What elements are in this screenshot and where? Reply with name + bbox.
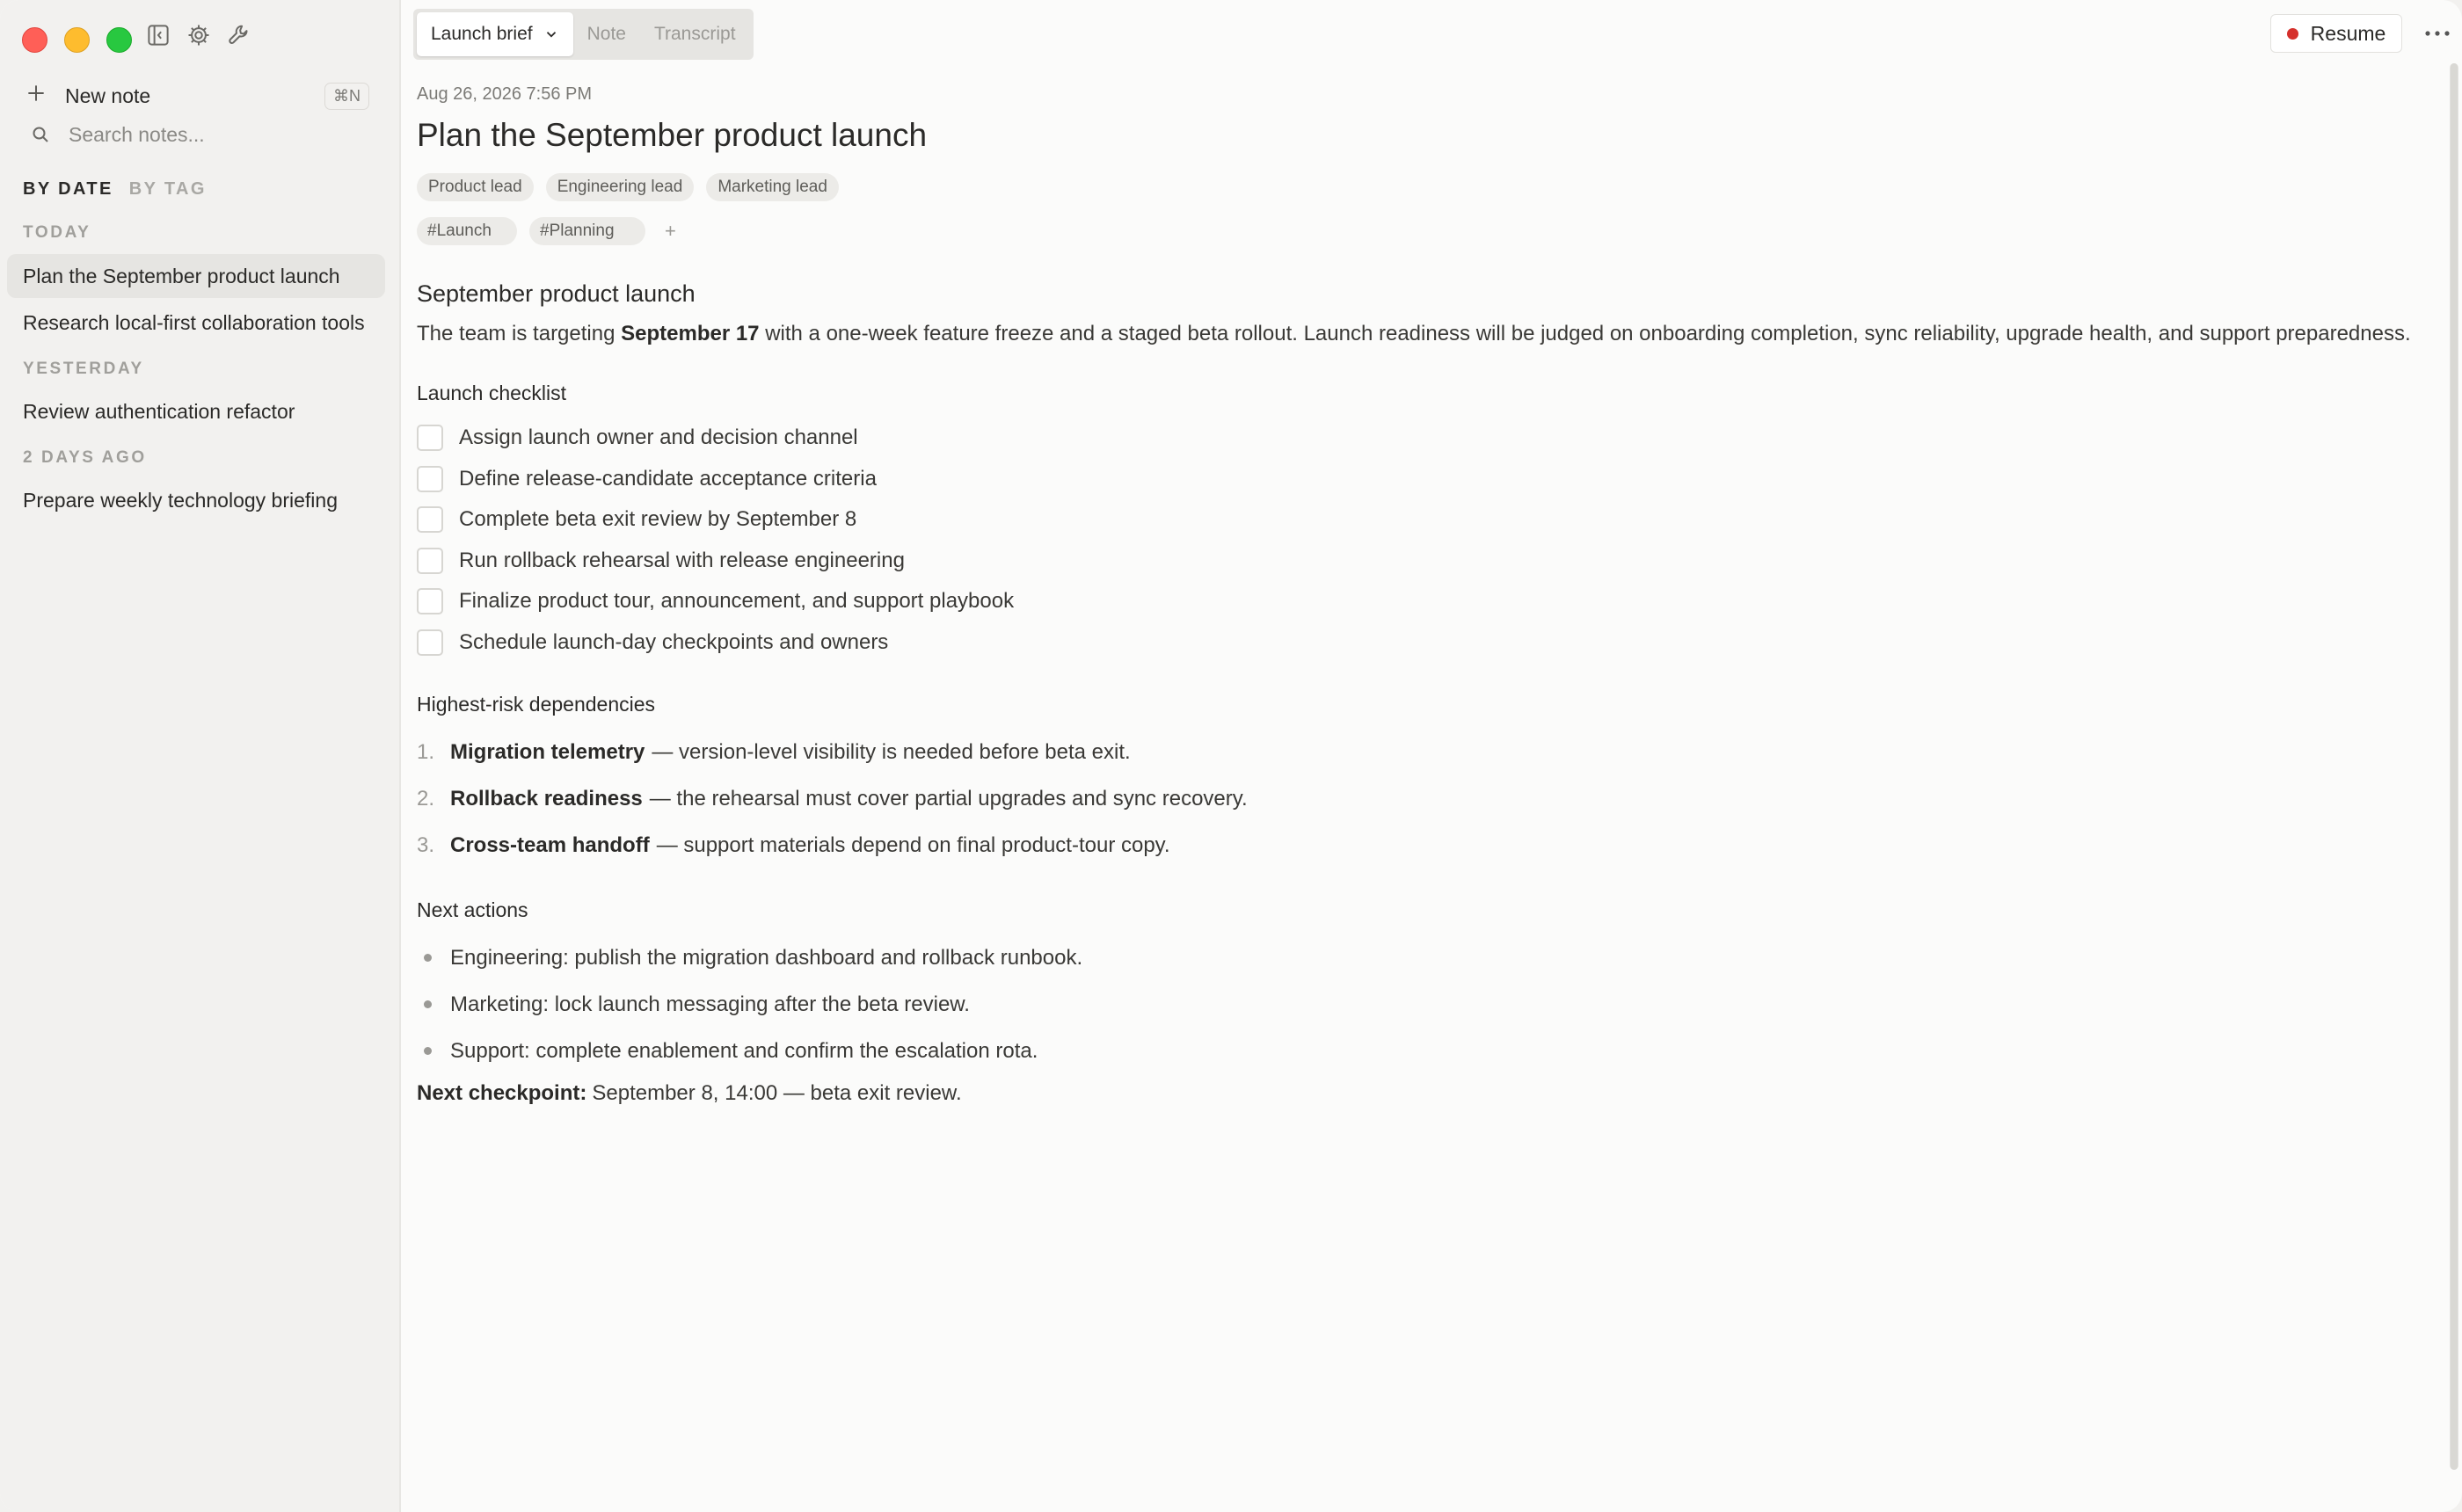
action-text: Engineering: publish the migration dashboard and rollback runbook. [450,945,1083,970]
note-title[interactable]: Plan the September product launch [417,117,928,153]
checkbox[interactable] [417,548,443,574]
new-note-shortcut: ⌘N [324,83,369,110]
action-text: Marketing: lock launch messaging after the beta review. [450,992,970,1016]
action-list [417,934,2439,1074]
intro-date-bold: September 17 [621,322,760,345]
actions-heading: Next actions [417,898,528,921]
next-checkpoint [417,1081,2439,1106]
note-content [417,84,2439,1106]
checkbox[interactable] [417,466,443,492]
risk-item [417,775,2439,822]
risk-text: — version-level visibility is needed before beta exit. [652,739,1131,764]
action-item [417,1028,2439,1074]
note-list-item-title: Review authentication refactor [23,399,295,423]
person-pill[interactable]: Product lead [417,173,534,201]
more-options-icon[interactable] [2420,19,2455,47]
section-heading: September product launch [417,280,696,307]
next-checkpoint-label: Next checkpoint: [417,1081,587,1105]
scrollbar[interactable] [2450,63,2458,1470]
add-tag-button[interactable]: + [665,220,676,242]
tab-note[interactable]: Note [586,24,626,44]
action-item [417,934,2439,981]
risk-name: Migration telemetry [450,739,645,764]
tag-pill[interactable]: #Planning [529,217,645,245]
risk-item [417,822,2439,869]
checklist-item [417,581,2439,622]
checklist-item-text: Define release-candidate acceptance criteria [459,466,877,491]
list-number: 1. [417,739,435,764]
risk-name: Rollback readiness [450,786,643,811]
tab-launch-brief-label: Launch brief [431,24,533,44]
note-list-item-title: Plan the September product launch [23,264,340,287]
checklist-item-text: Assign launch owner and decision channel [459,425,858,450]
resume-label: Resume [2310,21,2386,45]
people-list [417,173,2439,201]
checkbox[interactable] [417,506,443,533]
next-checkpoint-text: September 8, 14:00 — beta exit review. [592,1081,962,1105]
checkbox[interactable] [417,425,443,451]
scrollbar-thumb[interactable] [2451,63,2458,1470]
action-text: Support: complete enablement and confirm the escalation rota. [450,1038,1038,1063]
group-label-2-days-ago: 2 DAYS AGO [23,448,147,467]
risk-text: — the rehearsal must cover partial upgrades and sync recovery. [649,786,1248,811]
note-date: Aug 26, 2026 7:56 PM [417,84,593,104]
new-note-label: New note [65,84,151,107]
group-label-today: TODAY [23,223,91,242]
sidebar [0,0,401,1512]
person-pill[interactable]: Marketing lead [706,173,839,201]
checklist-item [417,418,2439,459]
minimize-window-button[interactable] [64,27,90,53]
risks-heading: Highest-risk dependencies [417,693,656,716]
checklist-item-text: Finalize product tour, announcement, and support playbook [459,589,1015,614]
bullet-icon [424,954,432,962]
tab-launch-brief[interactable] [417,12,573,56]
search-input[interactable] [69,123,350,147]
checklist-item-text: Run rollback rehearsal with release engineering [459,548,905,572]
chevron-down-icon [543,26,559,42]
checklist-item [417,622,2439,664]
resume-button[interactable] [2270,14,2402,53]
tag-pill[interactable]: #Launch [417,217,517,245]
risk-text: — support materials depend on final product-tour copy. [656,832,1170,857]
editor-pane [401,0,2462,1512]
checklist-item [417,541,2439,582]
zoom-window-button[interactable] [106,27,132,53]
intro-text: The team is targeting [417,322,622,345]
list-number: 2. [417,786,435,811]
wrench-icon[interactable] [225,21,253,49]
search-icon [30,124,51,145]
close-window-button[interactable] [22,27,47,53]
list-number: 3. [417,832,435,857]
checkbox[interactable] [417,588,443,614]
new-note-button[interactable] [25,79,369,113]
view-switcher [413,9,754,60]
sidebar-toolbar [144,21,253,49]
search-bar [25,120,369,149]
action-item [417,981,2439,1028]
note-list-item[interactable] [7,301,385,345]
risk-name: Cross-team handoff [450,832,650,857]
window-controls [22,27,132,53]
note-list-item[interactable] [7,478,385,522]
view-tabs [23,179,207,200]
note-list-item-title: Prepare weekly technology briefing [23,488,338,512]
risk-list [417,729,2439,869]
note-list-item[interactable] [7,254,385,298]
checklist-item-text: Complete beta exit review by September 8 [459,507,857,532]
note-list-item[interactable] [7,389,385,433]
intro-paragraph [417,316,2439,352]
launch-checklist [417,418,2439,663]
checklist-heading: Launch checklist [417,382,567,404]
checkbox[interactable] [417,629,443,656]
bullet-icon [424,1000,432,1008]
note-list-item-title: Research local-first collaboration tools [23,310,365,334]
bullet-icon [424,1047,432,1055]
tab-transcript[interactable]: Transcript [653,24,736,44]
intro-text: with a one-week feature freeze and a staged beta rollout. Launch readiness will be judged on onboarding completion, sync reliability, upgrade health, and support preparedness. [759,322,2411,345]
toggle-sidebar-icon[interactable] [144,21,172,49]
checklist-item [417,499,2439,541]
checklist-item [417,459,2439,500]
risk-item [417,729,2439,775]
tab-by-date[interactable]: BY DATE [23,179,113,199]
gear-icon[interactable] [185,21,213,49]
plus-icon [25,82,56,110]
person-pill[interactable]: Engineering lead [546,173,695,201]
record-dot-icon [2287,28,2298,40]
checklist-item-text: Schedule launch-day checkpoints and owners [459,629,889,654]
tag-list [417,217,2439,245]
tab-by-tag[interactable]: BY TAG [128,179,207,199]
group-label-yesterday: YESTERDAY [23,360,144,378]
